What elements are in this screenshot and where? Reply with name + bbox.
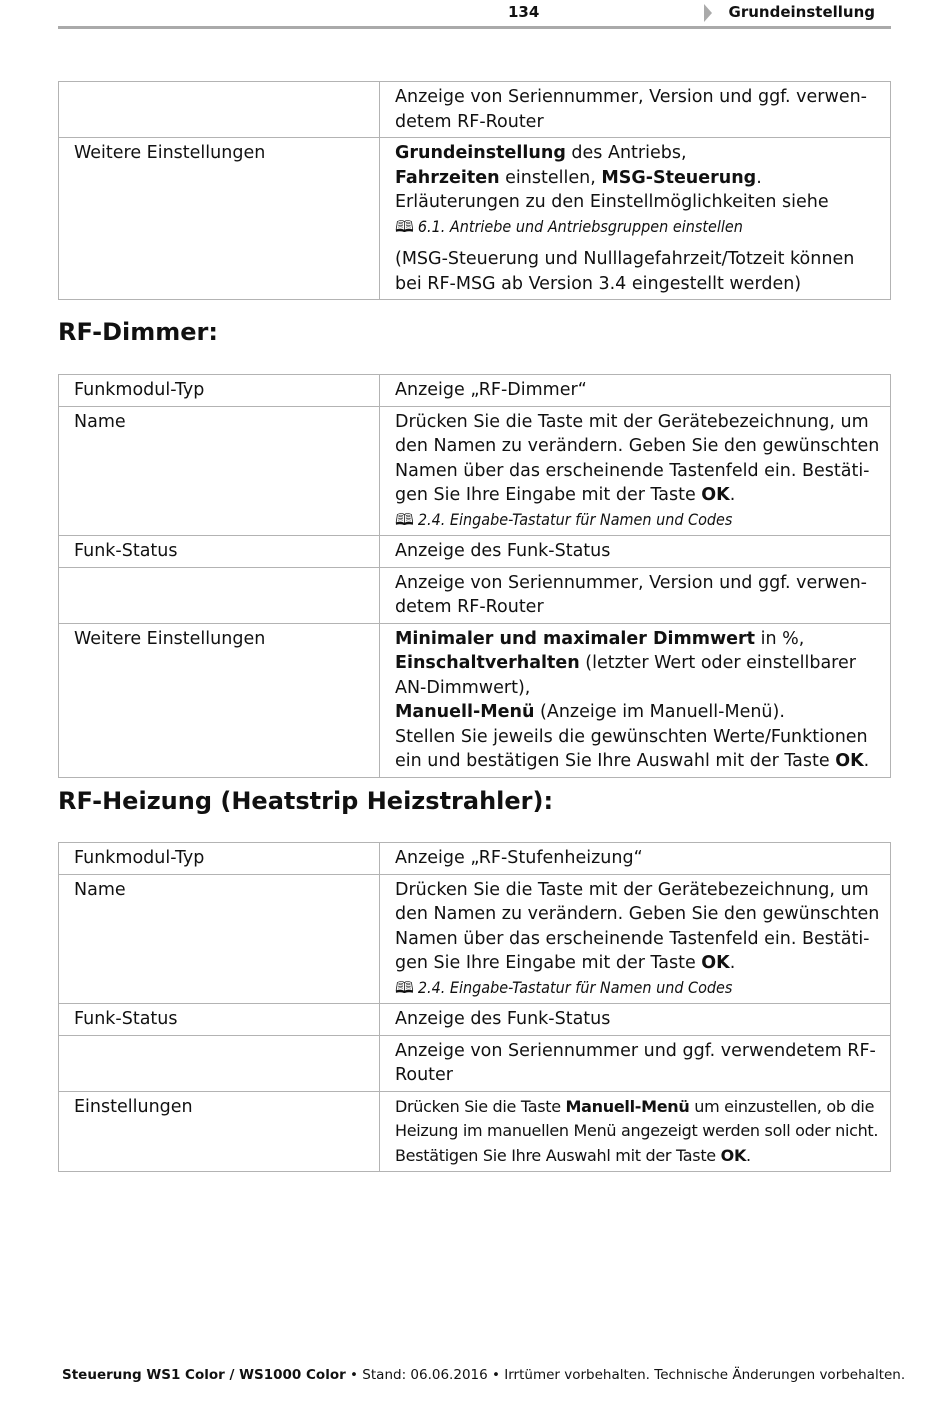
row-label: Weitere Einstellungen — [59, 623, 380, 777]
dimmer-table — [58, 374, 891, 778]
row-value — [380, 623, 891, 777]
further-settings-cell — [380, 138, 891, 300]
router-info-cell: Anzeige von Seriennummer und ggf. verwendetem RF-Router — [380, 1035, 891, 1091]
text-fragment: um einzustellen, ob die Heizung im manuellen Menü angezeigt werden soll oder nicht. Bestätigen Sie Ihre Auswahl mit der Taste — [395, 1096, 879, 1165]
bold-term: MSG-Steuerung — [601, 167, 757, 188]
table-row — [59, 406, 891, 536]
cross-reference-link[interactable] — [395, 978, 732, 997]
footer-text: • Stand: 06.06.2016 • Irrtümer vorbehalten. Technische Änderungen vorbehalten. — [345, 1367, 906, 1383]
row-value: Anzeige „RF-Dimmer“ — [380, 375, 891, 407]
router-info-cell: Anzeige von Seriennummer, Version und ggf. verwen-detem RF-Router — [380, 567, 891, 623]
bold-term: Fahrzeiten — [395, 167, 500, 188]
row-value: Anzeige des Funk-Status — [380, 1004, 891, 1036]
text-fragment: Drücken Sie die Taste mit der Gerätebezeichnung, um den Namen zu verändern. Geben Sie den gewünschten Namen über das erscheinende Tastenfeld ein. Bestäti-gen Sie Ihre Eingabe mit der Taste — [395, 879, 880, 973]
row-label: Name — [59, 874, 380, 1004]
chapter-title: Grundeinstellung — [728, 3, 875, 21]
table-row — [59, 1004, 891, 1036]
ok-key: OK — [701, 485, 730, 505]
chapter-arrow-icon — [704, 4, 712, 22]
row-label: Einstellungen — [59, 1091, 380, 1172]
text-fragment: . — [756, 167, 762, 188]
row-label: Funkmodul-Typ — [59, 375, 380, 407]
table-row — [59, 843, 891, 875]
row-value — [380, 406, 891, 536]
ok-key: OK — [720, 1145, 747, 1165]
row-label: Name — [59, 406, 380, 536]
footer-product: Steuerung WS1 Color / WS1000 Color — [62, 1367, 346, 1383]
row-value — [380, 1091, 891, 1172]
book-icon: 🕮 — [395, 509, 414, 529]
row-label: Funkmodul-Typ — [59, 843, 380, 875]
bold-term: Manuell-Menü — [565, 1096, 690, 1116]
row-value: Anzeige des Funk-Status — [380, 536, 891, 568]
page-number: 134 — [508, 3, 540, 21]
table-row — [59, 1091, 891, 1172]
text-fragment: Erläuterungen zu den Einstellmöglichkeiten siehe — [395, 192, 829, 212]
top-settings-table — [58, 81, 891, 300]
cross-reference-link[interactable] — [395, 217, 743, 236]
table-row — [59, 567, 891, 623]
ok-key: OK — [835, 751, 864, 771]
text-fragment: . — [729, 953, 736, 973]
table-row — [59, 1035, 891, 1091]
cross-reference-text: 2.4. Eingabe-Tastatur für Namen und Codes — [417, 509, 733, 529]
bold-term: Einschaltverhalten — [395, 653, 580, 673]
cross-reference-text: 6.1. Antriebe und Antriebsgruppen einstellen — [417, 216, 743, 236]
cross-reference-link[interactable] — [395, 510, 732, 529]
page-header — [58, 0, 891, 29]
text-fragment: . — [729, 485, 736, 505]
book-icon: 🕮 — [395, 216, 414, 236]
bold-term: Minimaler und maximaler Dimmwert — [395, 628, 756, 649]
text-fragment: Stellen Sie jeweils die gewünschten Werte/Funktionen ein und bestätigen Sie Ihre Auswahl mit der Taste — [395, 726, 868, 771]
row-label: Funk-Status — [59, 536, 380, 568]
table-cell-empty — [59, 567, 380, 623]
section-heading-dimmer: RF-Dimmer: — [58, 318, 218, 346]
text-fragment: . — [863, 751, 870, 771]
table-row — [59, 82, 891, 138]
table-row — [59, 623, 891, 777]
text-fragment: . — [746, 1145, 751, 1165]
table-row — [59, 536, 891, 568]
bold-term: Grundeinstellung — [395, 143, 566, 163]
ok-key: OK — [701, 953, 730, 973]
book-icon: 🕮 — [395, 977, 414, 997]
page-footer — [62, 1367, 905, 1383]
text-fragment: in %, — [755, 628, 805, 649]
router-info-cell: Anzeige von Seriennummer, Version und ggf. verwen-detem RF-Router — [380, 82, 891, 138]
text-fragment: Drücken Sie die Taste — [395, 1096, 566, 1116]
table-row — [59, 138, 891, 300]
text-fragment: (Anzeige im Manuell-Menü). — [534, 702, 785, 722]
row-value: Anzeige „RF-Stufenheizung“ — [380, 843, 891, 875]
row-label: Funk-Status — [59, 1004, 380, 1036]
table-cell-empty — [59, 82, 380, 138]
bold-term: Manuell-Menü — [395, 702, 535, 722]
text-fragment: (letzter Wert oder einstellbarer AN-Dimmwert), — [395, 653, 856, 698]
table-row — [59, 874, 891, 1004]
section-heading-heizung: RF-Heizung (Heatstrip Heizstrahler): — [58, 787, 554, 815]
note-text: (MSG-Steuerung und Nulllagefahrzeit/Totzeit können bei RF-MSG ab Version 3.4 eingestellt werden) — [395, 249, 855, 294]
text-fragment: Drücken Sie die Taste mit der Gerätebezeichnung, um den Namen zu verändern. Geben Sie den gewünschten Namen über das erscheinende Tastenfeld ein. Bestäti-gen Sie Ihre Eingabe mit der Taste — [395, 411, 880, 505]
table-cell-empty — [59, 1035, 380, 1091]
text-fragment: einstellen, — [499, 167, 602, 188]
text-fragment: des Antriebs, — [565, 143, 687, 163]
heizung-table — [58, 842, 891, 1172]
table-row — [59, 375, 891, 407]
row-value — [380, 874, 891, 1004]
cross-reference-text: 2.4. Eingabe-Tastatur für Namen und Codes — [417, 977, 733, 997]
row-label: Weitere Einstellungen — [59, 138, 380, 300]
